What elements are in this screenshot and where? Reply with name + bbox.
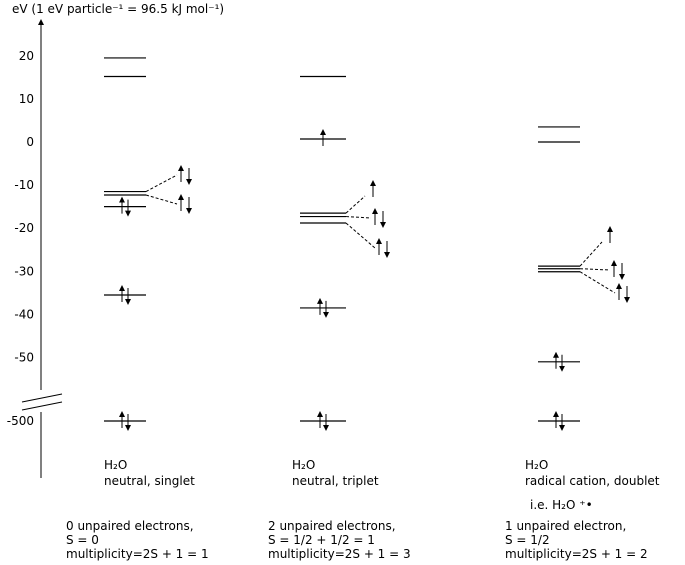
tick-label: -500 bbox=[6, 414, 34, 428]
column-caption-singlet bbox=[104, 458, 195, 488]
spin-value: S = 0 bbox=[66, 533, 99, 547]
axis-title: eV (1 eV particle⁻¹ = 96.5 kJ mol⁻¹) bbox=[12, 2, 225, 16]
tick-label: -30 bbox=[14, 264, 34, 279]
multiplicity: multiplicity=2S + 1 = 2 bbox=[505, 547, 648, 561]
formula-note: i.e. H₂O ⁺• bbox=[530, 498, 593, 512]
state-label: radical cation, doublet bbox=[525, 474, 660, 488]
tick-label: 0 bbox=[26, 135, 34, 149]
spin-value: S = 1/2 bbox=[505, 533, 550, 547]
dashed-leader-line bbox=[580, 269, 610, 270]
spin-value: S = 1/2 + 1/2 = 1 bbox=[268, 533, 375, 547]
energy-levels bbox=[104, 58, 580, 428]
dashed-leader-line bbox=[580, 242, 602, 266]
state-label: neutral, singlet bbox=[104, 474, 195, 488]
tick-label: -20 bbox=[14, 221, 34, 236]
species-label: H₂O bbox=[525, 458, 549, 472]
dashed-leader-line bbox=[146, 175, 177, 192]
dashed-leader-line bbox=[346, 223, 375, 248]
info-block-singlet bbox=[66, 519, 209, 561]
axis-break-mark bbox=[22, 394, 62, 402]
energy-axis bbox=[7, 2, 224, 478]
column-caption-triplet bbox=[292, 458, 379, 488]
info-block-triplet bbox=[268, 519, 411, 561]
unpaired-count: 1 unpaired electron, bbox=[505, 519, 627, 533]
tick-label: -50 bbox=[14, 350, 34, 365]
species-label: H₂O bbox=[104, 458, 128, 472]
dashed-leader-line bbox=[146, 195, 177, 204]
unpaired-count: 0 unpaired electrons, bbox=[66, 519, 194, 533]
axis-break-mark bbox=[22, 402, 62, 410]
dashed-leader-line bbox=[346, 217, 371, 218]
state-label: neutral, triplet bbox=[292, 474, 379, 488]
column-caption-doublet bbox=[525, 458, 660, 512]
unpaired-count: 2 unpaired electrons, bbox=[268, 519, 396, 533]
dashed-leader-line bbox=[346, 196, 365, 213]
multiplicity: multiplicity=2S + 1 = 1 bbox=[66, 547, 209, 561]
tick-label: 20 bbox=[18, 48, 34, 63]
info-block-doublet bbox=[505, 519, 648, 561]
multiplicity: multiplicity=2S + 1 = 3 bbox=[268, 547, 411, 561]
degenerate-level-expansions bbox=[146, 168, 627, 300]
tick-label: -10 bbox=[14, 178, 34, 193]
tick-label: -40 bbox=[14, 307, 34, 322]
species-label: H₂O bbox=[292, 458, 316, 472]
dashed-leader-line bbox=[580, 272, 615, 293]
tick-label: 10 bbox=[18, 91, 34, 106]
axis-tick-labels bbox=[7, 49, 34, 428]
